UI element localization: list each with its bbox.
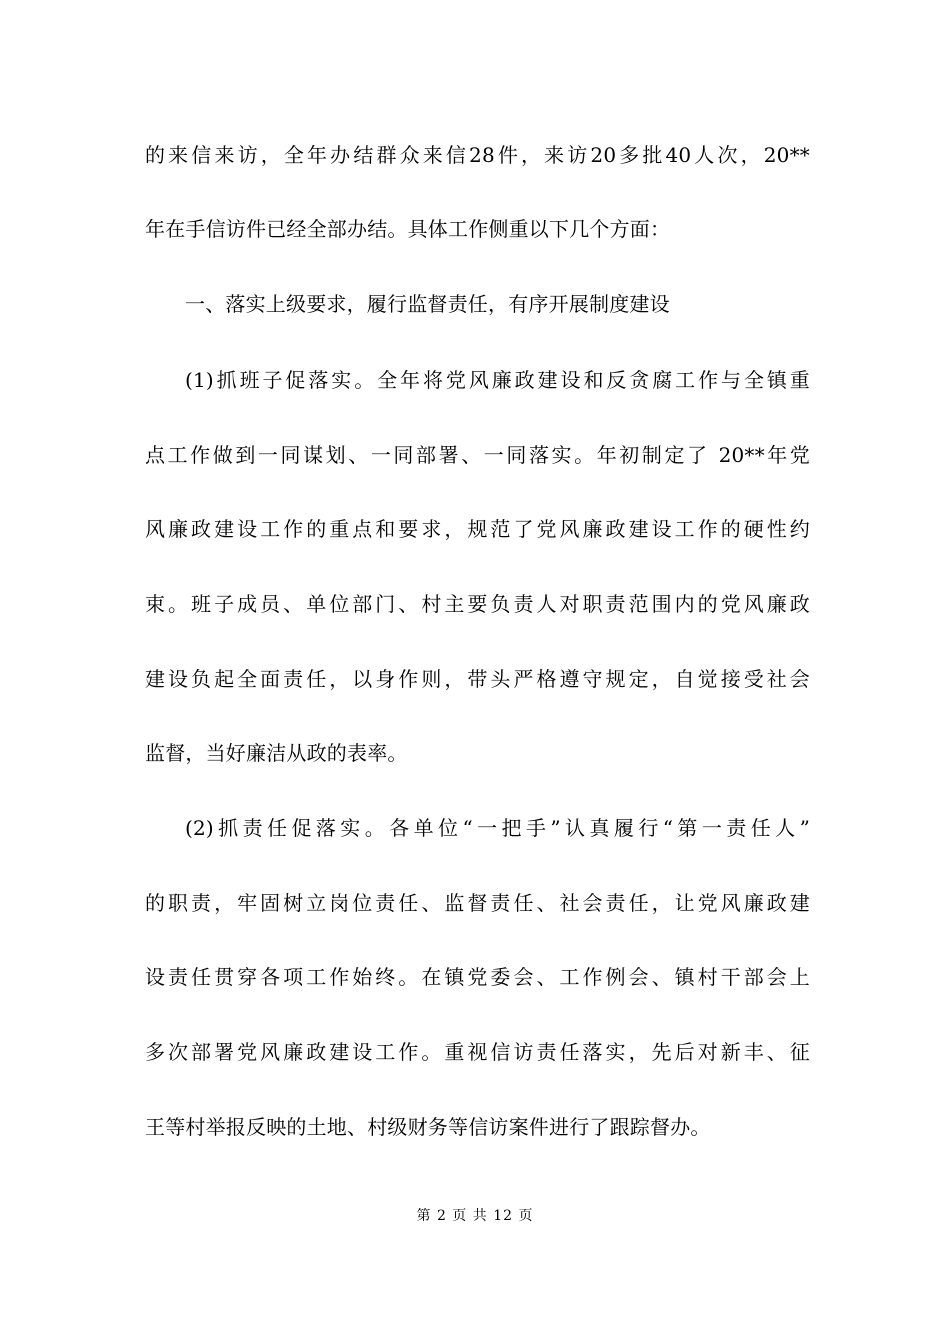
page-number-footer: 第 2 页 共 12 页	[416, 1208, 534, 1224]
text-line-12: 设责任贯穿各项工作始终。在镇党委会、工作例会、镇村干部会上	[145, 965, 810, 989]
text-line-8: 建设负起全面责任，以身作则，带头严格遵守规定，自觉接受社会	[145, 667, 810, 691]
section-heading: 一、落实上级要求，履行监督责任，有序开展制度建设	[185, 292, 670, 316]
text-line-2: 年在手信访件已经全部办结。具体工作侧重以下几个方面：	[145, 217, 671, 241]
text-line-9: 监督，当好廉洁从政的表率。	[145, 741, 408, 765]
text-line-6: 风廉政建设工作的重点和要求，规范了党风廉政建设工作的硬性约	[145, 517, 810, 541]
text-line-1: 的来信来访，全年办结群众来信28件，来访20多批40人次，20**	[145, 143, 810, 167]
text-line-4: (1)抓班子促落实。全年将党风廉政建设和反贪腐工作与全镇重	[185, 368, 810, 392]
text-line-7: 束。班子成员、单位部门、村主要负责人对职责范围内的党风廉政	[145, 592, 810, 616]
text-line-11: 的职责，牢固树立岗位责任、监督责任、社会责任，让党风廉政建	[145, 891, 810, 915]
text-line-5: 点工作做到一同谋划、一同部署、一同落实。年初制定了 20**年党	[145, 443, 810, 467]
text-line-10: (2)抓责任促落实。各单位“一把手”认真履行“第一责任人”	[185, 816, 810, 840]
text-line-13: 多次部署党风廉政建设工作。重视信访责任落实，先后对新丰、征	[145, 1040, 810, 1064]
text-line-14: 王等村举报反映的土地、村级财务等信访案件进行了跟踪督办。	[145, 1115, 711, 1139]
